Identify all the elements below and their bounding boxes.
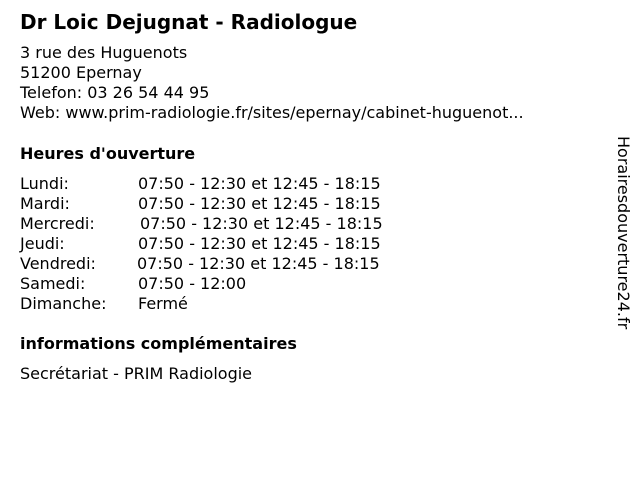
hours-time-value: Fermé [138, 294, 188, 313]
hours-time-value: 07:50 - 12:30 et 12:45 - 18:15 [138, 194, 381, 213]
address-city: 51200 Epernay [20, 63, 142, 82]
watermark-text: Horairesdouverture24.fr [614, 136, 633, 330]
hours-day-label: Vendredi: [20, 254, 96, 273]
hours-time-value: 07:50 - 12:30 et 12:45 - 18:15 [137, 254, 380, 273]
additional-info-text: Secrétariat - PRIM Radiologie [20, 364, 253, 383]
additional-info-heading: informations complémentaires [20, 334, 297, 353]
page-title: Dr Loic Dejugnat - Radiologue [20, 10, 358, 34]
hours-time-value: 07:50 - 12:00 [138, 274, 247, 293]
hours-day-label: Dimanche: [20, 294, 107, 313]
site-watermark [612, 136, 634, 346]
hours-day-label: Jeudi: [20, 234, 65, 253]
web-line: Web: www.prim-radiologie.fr/sites/epernay/cabinet-huguenot... [20, 103, 524, 122]
hours-time-value: 07:50 - 12:30 et 12:45 - 18:15 [138, 174, 381, 193]
opening-hours-heading: Heures d'ouverture [20, 144, 196, 163]
phone-line: Telefon: 03 26 54 44 95 [20, 83, 210, 102]
hours-day-label: Mardi: [20, 194, 70, 213]
hours-day-label: Lundi: [20, 174, 69, 193]
address-block [20, 43, 524, 123]
address-street: 3 rue des Huguenots [20, 43, 188, 62]
hours-time-value: 07:50 - 12:30 et 12:45 - 18:15 [140, 214, 383, 233]
hours-day-label: Mercredi: [20, 214, 95, 233]
hours-time-value: 07:50 - 12:30 et 12:45 - 18:15 [138, 234, 381, 253]
hours-day-label: Samedi: [20, 274, 86, 293]
